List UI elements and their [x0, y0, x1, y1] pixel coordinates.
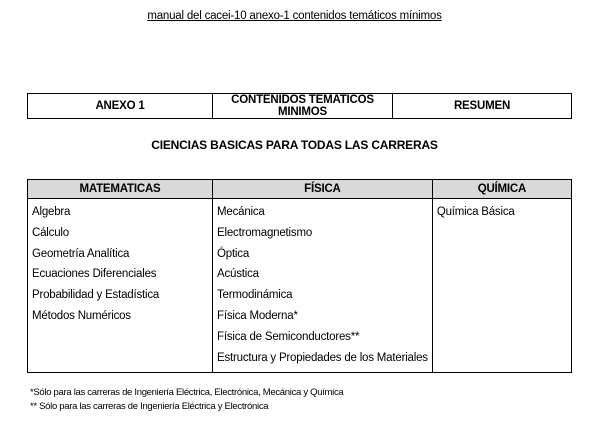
list-item: Física Moderna*	[217, 309, 298, 322]
footnote: ** Sólo para las carreras de Ingeniería Eléctrica y Electrónica	[30, 401, 269, 412]
list-item: Cálculo	[32, 226, 69, 239]
annex-header-row	[28, 94, 572, 119]
list-item: Probabilidad y Estadística	[32, 289, 160, 302]
matematicas-column	[28, 199, 213, 373]
list-item: Algebra	[32, 206, 71, 218]
header-fisica: FÍSICA	[213, 180, 433, 199]
header-quimica: QUÍMICA	[432, 180, 571, 199]
list-item: Geometría Analítica	[32, 247, 130, 260]
list-item: Electromagnetismo	[217, 226, 313, 239]
annex-label-cell: ANEXO 1	[28, 94, 213, 119]
footnote: *Sólo para las carreras de Ingeniería Eléctrica, Electrónica, Mecánica y Química	[30, 387, 344, 398]
fisica-column	[213, 199, 433, 373]
list-item: Acústica	[217, 268, 259, 281]
list-item: Estructura y Propiedades de los Materiales	[217, 351, 428, 364]
quimica-column	[432, 199, 571, 373]
topics-body-row	[28, 199, 572, 373]
list-item: Mecánica	[217, 206, 265, 218]
header-matematicas: MATEMATICAS	[28, 180, 213, 199]
list-item: Termodinámica	[217, 289, 293, 302]
contents-label-cell: CONTENIDOS TEMATICOS MINIMOS	[213, 94, 393, 119]
annex-header-table	[27, 93, 572, 119]
summary-label-cell: RESUMEN	[393, 94, 572, 119]
list-item: Óptica	[217, 247, 250, 260]
document-title: manual del cacei-10 anexo-1 contenidos temáticos mínimos	[147, 10, 442, 22]
list-item: Métodos Numéricos	[32, 309, 131, 322]
topics-header-row	[28, 180, 572, 199]
list-item: Química Básica	[436, 206, 515, 218]
list-item: Ecuaciones Diferenciales	[32, 268, 157, 281]
topics-table	[27, 179, 572, 373]
list-item: Física de Semiconductores**	[217, 330, 360, 343]
footnotes	[30, 386, 343, 414]
section-title: CIENCIAS BASICAS PARA TODAS LAS CARRERAS	[151, 138, 438, 152]
